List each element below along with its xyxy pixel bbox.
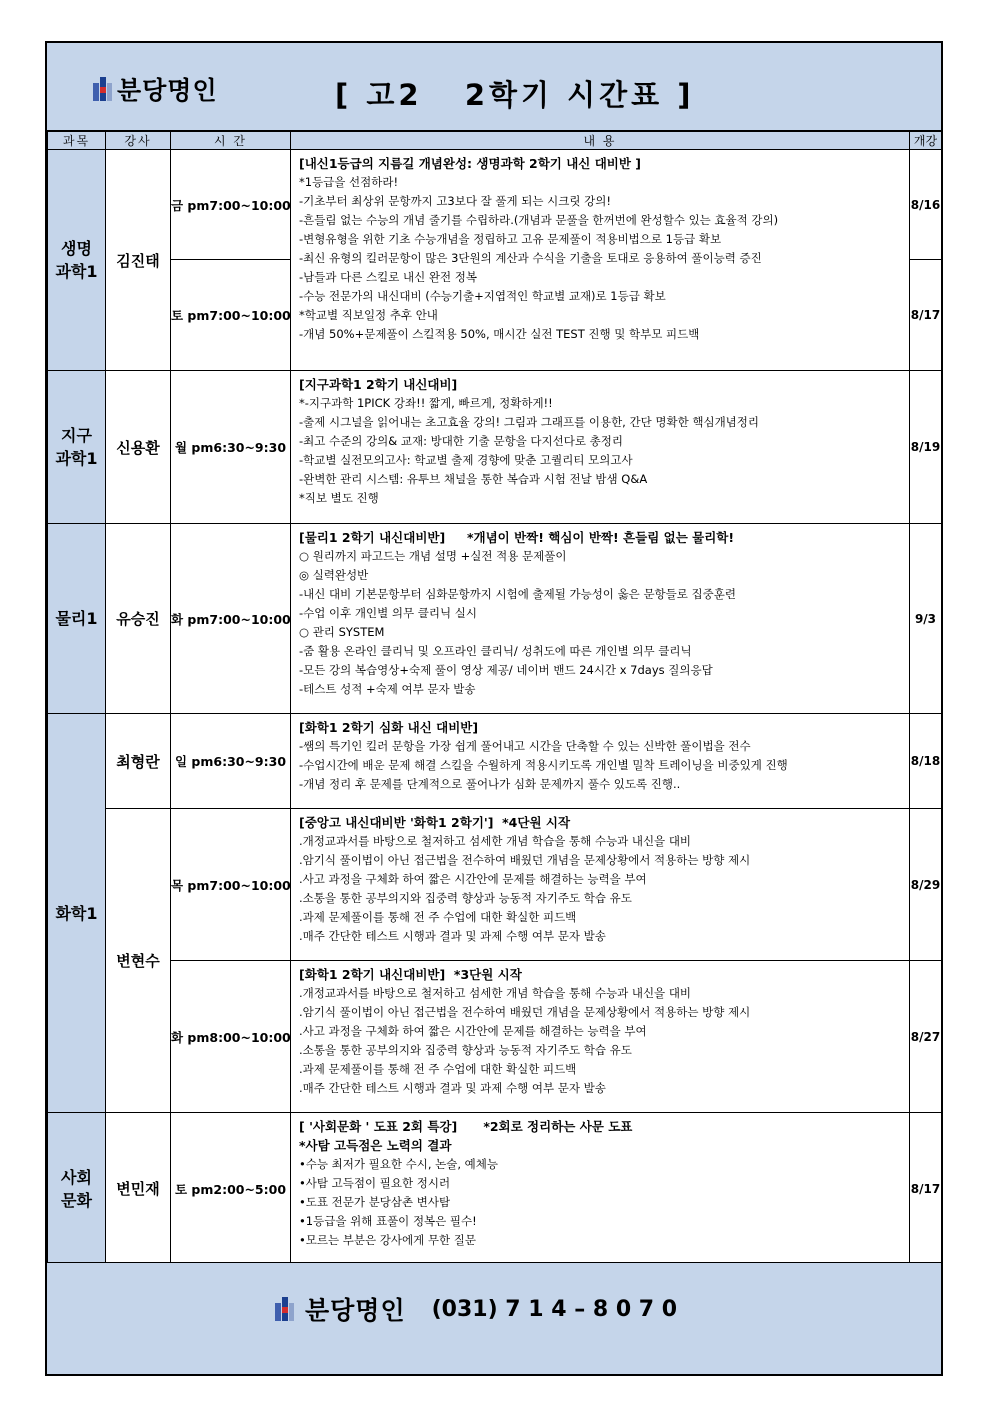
col-content: 내 용 [291, 132, 910, 150]
time-cell: 목 pm7:00~10:00 [171, 809, 291, 961]
content-line: .개정교과서를 바탕으로 철저하고 섬세한 개념 학습을 통해 수능과 내신을 대비 [299, 834, 692, 848]
content-line: ◎ 실력완성반 [299, 568, 369, 582]
start-date: 8/29 [910, 809, 942, 961]
subject-label: 지구 과학1 [55, 426, 98, 468]
content-line: -개념 50%+문제풀이 스킬적용 50%, 매시간 실전 TEST 진행 및 학부모 피드백 [299, 327, 700, 341]
time-cell: 금 pm7:00~10:00 [171, 150, 291, 260]
course-lines [299, 173, 909, 344]
content-line: •1등급을 위해 표풀이 정복은 필수! [299, 1214, 477, 1228]
subject-label: 생명 과학1 [55, 239, 98, 281]
content-cell [291, 371, 910, 524]
start-date: 8/27 [910, 961, 942, 1113]
content-line: -변형유형을 위한 기초 수능개념을 정립하고 고유 문제풀이 적용비법으로 1등급 확보 [299, 232, 722, 246]
brand-logo [93, 75, 218, 103]
page-footer [47, 1262, 941, 1374]
teacher-cell: 신용환 [106, 371, 171, 524]
col-time: 시 간 [171, 132, 291, 150]
table-row [48, 961, 942, 1113]
time-cell: 화 pm7:00~10:00 [171, 524, 291, 714]
content-line: -쌤의 특기인 킬러 문항을 가장 쉽게 풀어내고 시간을 단축할 수 있는 신박한 풀이법을 전수 [299, 739, 751, 753]
content-line: •도표 전문가 분당삼촌 변사탐 [299, 1195, 451, 1209]
course-lines [299, 737, 909, 794]
course-title: [내신1등급의 지름길 개념완성: 생명과학 2학기 내신 대비반 ] [299, 156, 642, 171]
start-date: 8/18 [910, 714, 942, 809]
content-line: .과제 문제풀이를 통해 전 주 수업에 대한 확실한 피드백 [299, 1062, 577, 1076]
content-line: -줌 활용 온라인 클리닉 및 오프라인 클리닉/ 성취도에 따른 개인별 의무 클리닉 [299, 644, 692, 658]
course-title: [화학1 2학기 내신대비반] *3단원 시작 [299, 967, 522, 982]
time-cell: 토 pm2:00~5:00 [171, 1113, 291, 1265]
teacher-cell: 최형란 [106, 714, 171, 809]
content-line: -출제 시그널을 읽어내는 초고효율 강의! 그림과 그래프를 이용한, 간단 명확한 핵심개념정리 [299, 415, 759, 429]
course-title: [중앙고 내신대비반 '화학1 2학기'] *4단원 시작 [299, 815, 571, 830]
content-line: .사고 과정을 구체화 하여 짧은 시간안에 문제를 해결하는 능력을 부여 [299, 872, 647, 886]
table-row [48, 1113, 942, 1265]
content-line: -최고 수준의 강의& 교재: 방대한 기출 문항을 다지선다로 총정리 [299, 434, 623, 448]
content-line: -학교별 실전모의고사: 학교별 출제 경향에 맞춘 고퀄리티 모의고사 [299, 453, 633, 467]
subject-cell [48, 371, 106, 524]
start-date: 8/17 [910, 1113, 942, 1265]
course-lines [299, 547, 909, 699]
content-line: *-지구과학 1PICK 강좌!! 짧게, 빠르게, 정확하게!! [299, 396, 553, 410]
course-title: [ '사회문화 ' 도표 2회 특강] *2회로 정리하는 사문 도표 [299, 1119, 633, 1134]
table-row [48, 371, 942, 524]
course-title: [지구과학1 2학기 내신대비] [299, 377, 458, 392]
teacher-cell: 변현수 [106, 809, 171, 1113]
content-line: -흔들림 없는 수능의 개념 줄기를 수립하라.(개념과 문풀을 한꺼번에 완성할수 있는 효율적 강의) [299, 213, 779, 227]
course-title: [물리1 2학기 내신대비반] *개념이 반짝! 핵심이 반짝! 흔들림 없는 물리학! [299, 530, 735, 545]
content-line: .매주 간단한 테스트 시행과 결과 및 과제 수행 여부 문자 발송 [299, 929, 606, 943]
footer-contact [275, 1291, 677, 1327]
course-title: [화학1 2학기 심화 내신 대비반] [299, 720, 479, 735]
content-line: -테스트 성적 +숙제 여부 문자 발송 [299, 682, 476, 696]
table-row [48, 809, 942, 961]
content-line: .매주 간단한 테스트 시행과 결과 및 과제 수행 여부 문자 발송 [299, 1081, 606, 1095]
brand-name: 분당명인 [117, 76, 218, 105]
teacher-cell: 유승진 [106, 524, 171, 714]
content-line: .과제 문제풀이를 통해 전 주 수업에 대한 확실한 피드백 [299, 910, 577, 924]
content-line: .소통을 통한 공부의지와 집중력 향상과 능동적 자기주도 학습 유도 [299, 1043, 632, 1057]
content-cell [291, 1113, 910, 1265]
content-line: *직보 별도 진행 [299, 491, 379, 505]
time-cell: 일 pm6:30~9:30 [171, 714, 291, 809]
time-cell: 토 pm7:00~10:00 [171, 260, 291, 371]
content-line: .개정교과서를 바탕으로 철저하고 섬세한 개념 학습을 통해 수능과 내신을 대비 [299, 986, 692, 1000]
start-date: 9/3 [910, 524, 942, 714]
footer-brand: 분당명인 [305, 1296, 406, 1325]
col-teacher: 강사 [106, 132, 171, 150]
content-line: ○ 관리 SYSTEM [299, 625, 385, 639]
course-lines [299, 832, 909, 946]
course-lines [299, 1155, 909, 1250]
content-line: ○ 원리까지 파고드는 개념 설명 +실전 적용 문제풀이 [299, 549, 567, 563]
course-lines [299, 984, 909, 1098]
content-line: •모르는 부분은 강사에게 무한 질문 [299, 1233, 476, 1247]
start-date: 8/17 [910, 260, 942, 371]
start-date: 8/19 [910, 371, 942, 524]
content-line: -최신 유형의 킬러문항이 많은 3단원의 계산과 수식을 기출을 토대로 응용하여 풀이능력 증진 [299, 251, 762, 265]
content-cell [291, 714, 910, 809]
content-line: -모든 강의 복습영상+숙제 풀이 영상 제공/ 네이버 밴드 24시간 x 7days 질의응답 [299, 663, 713, 677]
time-cell: 화 pm8:00~10:00 [171, 961, 291, 1113]
subject-label: 사회 문화 [61, 1167, 92, 1210]
table-header-row [48, 132, 942, 150]
content-cell [291, 961, 910, 1113]
teacher-cell: 김진태 [106, 150, 171, 371]
content-line: .암기식 풀이법이 아닌 접근법을 전수하여 배웠던 개념을 문제상황에서 적용하는 방향 제시 [299, 1005, 751, 1019]
content-line: -개념 정리 후 문제를 단계적으로 풀어나가 심화 문제까지 풀수 있도록 진행.. [299, 777, 681, 791]
page-header [47, 43, 941, 131]
logo-icon [275, 1297, 295, 1321]
content-line: •사탐 고득점이 필요한 정시러 [299, 1176, 451, 1190]
phone-number: (031) 7 1 4 – 8 0 7 0 [431, 1296, 678, 1322]
table-row [48, 524, 942, 714]
logo-icon [93, 77, 113, 101]
content-cell [291, 150, 910, 371]
subject-cell: 물리1 [48, 524, 106, 714]
content-line: -수업시간에 배운 문제 해결 스킬을 수월하게 적용시키도록 개인별 밀착 트레이닝을 비중있게 진행 [299, 758, 788, 772]
col-start: 개강 [910, 132, 942, 150]
content-line: *1등급을 선점하라! [299, 175, 399, 189]
col-subject: 과목 [48, 132, 106, 150]
content-line: .소통을 통한 공부의지와 집중력 향상과 능동적 자기주도 학습 유도 [299, 891, 632, 905]
content-line: -내신 대비 기본문항부터 심화문항까지 시험에 출제될 가능성이 옳은 문항들로 집중훈련 [299, 587, 736, 601]
content-line: -기초부터 최상위 문항까지 고3보다 잘 풀게 되는 시크릿 강의! [299, 194, 611, 208]
content-line: .사고 과정을 구체화 하여 짧은 시간안에 문제를 해결하는 능력을 부여 [299, 1024, 647, 1038]
content-line: *학교별 직보일정 추후 안내 [299, 308, 438, 322]
content-line: -수능 전문가의 내신대비 (수능기출+지엽적인 학교별 교재)로 1등급 확보 [299, 289, 666, 303]
subject-cell: 화학1 [48, 714, 106, 1113]
teacher-cell: 변민재 [106, 1113, 171, 1265]
course-subtitle: *사탐 고득점은 노력의 결과 [299, 1138, 452, 1153]
schedule-table [47, 131, 942, 1265]
table-row [48, 714, 942, 809]
content-line: -남들과 다른 스킬로 내신 완전 정복 [299, 270, 477, 284]
time-cell: 월 pm6:30~9:30 [171, 371, 291, 524]
table-row [48, 150, 942, 260]
content-line: .암기식 풀이법이 아닌 접근법을 전수하여 배웠던 개념을 문제상황에서 적용하는 방향 제시 [299, 853, 751, 867]
content-cell [291, 524, 910, 714]
content-line: -수업 이후 개인별 의무 클리닉 실시 [299, 606, 477, 620]
start-date: 8/16 [910, 150, 942, 260]
content-cell [291, 809, 910, 961]
course-lines [299, 394, 909, 508]
page-title: [ 고2 2학기 시간표 ] [335, 78, 695, 112]
timetable-sheet [45, 41, 943, 1376]
subject-cell [48, 150, 106, 371]
subject-cell [48, 1113, 106, 1265]
content-line: -완벽한 관리 시스템: 유투브 채널을 통한 복습과 시험 전날 밤샘 Q&A [299, 472, 648, 486]
content-line: •수능 최저가 필요한 수시, 논술, 예체능 [299, 1157, 499, 1171]
